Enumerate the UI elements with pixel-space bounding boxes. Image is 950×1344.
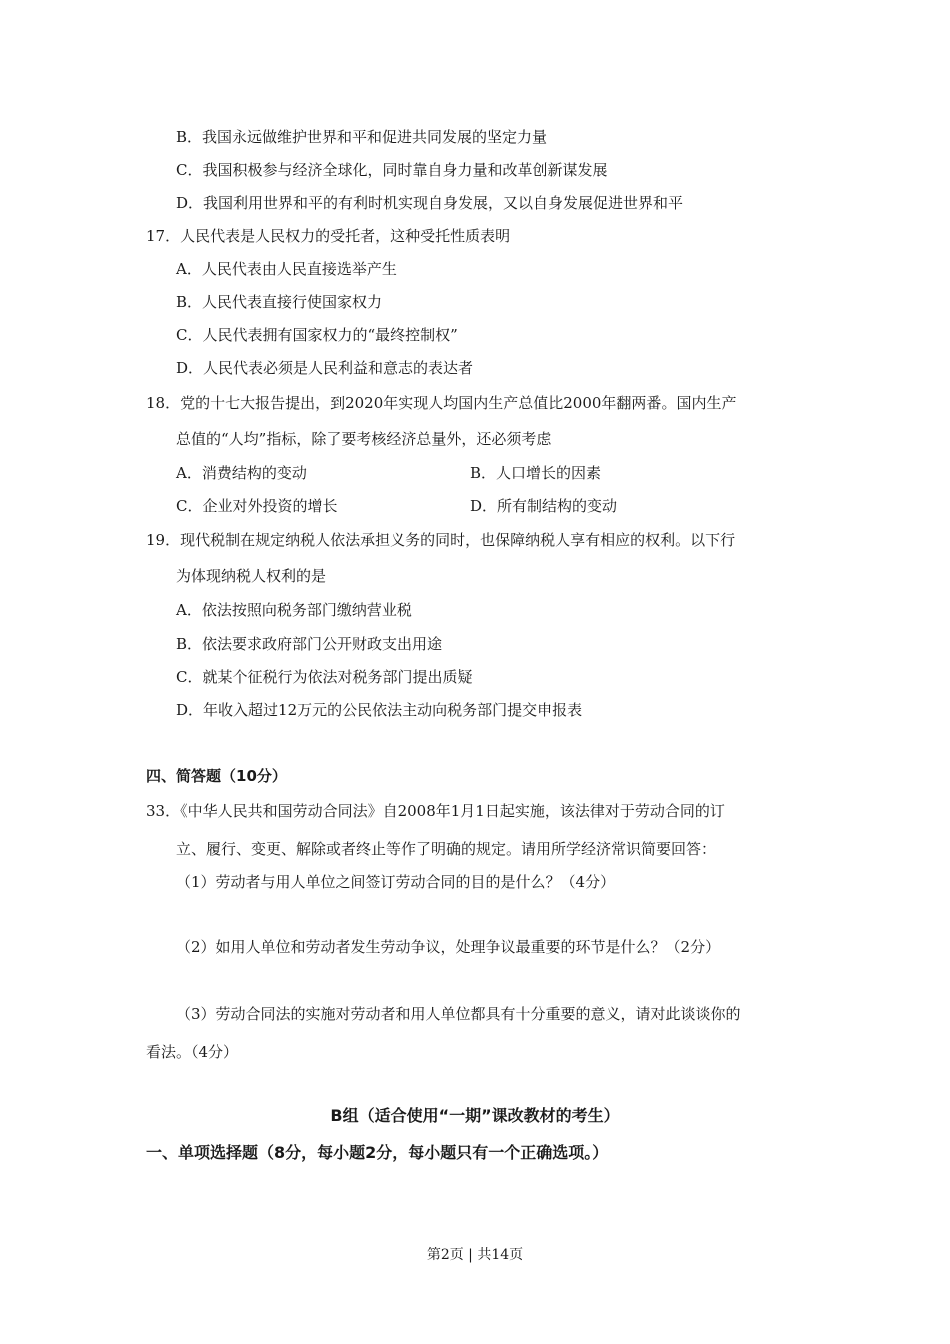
q19-stem-continued: 为体现纳税人权利的是 <box>176 567 327 585</box>
q33-subquestion-2: （2）如用人单位和劳动者发生劳动争议，处理争议最重要的环节是什么？（2分） <box>176 938 721 956</box>
q17-option-a: A．人民代表由人民直接选举产生 <box>176 260 397 278</box>
q18-option-d: D．所有制结构的变动 <box>470 497 618 515</box>
q17-option-b: B．人民代表直接行使国家权力 <box>176 293 383 311</box>
q17-stem: 17．人民代表是人民权力的受托者，这种受托性质表明 <box>146 227 511 245</box>
page-footer: 第2页 | 共14页 <box>426 1247 524 1263</box>
q33-stem: 33．《中华人民共和国劳动合同法》自2008年1月1日起实施，该法律对于劳动合同的订 <box>146 802 725 820</box>
q16-option-b: B．我国永远做维护世界和平和促进共同发展的坚定力量 <box>176 128 548 146</box>
q19-option-c: C．就某个征税行为依法对税务部门提出质疑 <box>176 668 473 686</box>
q17-option-c: C．人民代表拥有国家权力的“最终控制权” <box>176 326 458 344</box>
q18-stem-continued: 总值的“人均”指标，除了要考核经济总量外，还必须考虑 <box>176 430 552 448</box>
q17-option-d: D．人民代表必须是人民利益和意志的表达者 <box>176 359 474 377</box>
q19-option-b: B．依法要求政府部门公开财政支出用途 <box>176 635 443 653</box>
q33-subquestion-3: （3）劳动合同法的实施对劳动者和用人单位都具有十分重要的意义，请对此谈谈你的 <box>176 1005 741 1023</box>
q18-option-b: B．人口增长的因素 <box>470 464 602 482</box>
q18-option-a: A．消费结构的变动 <box>176 464 307 482</box>
group-b-title: B组（适合使用“一期”课改教材的考生） <box>330 1106 620 1125</box>
q33-stem-continued: 立、履行、变更、解除或者终止等作了明确的规定。请用所学经济常识简要回答： <box>176 840 717 858</box>
q16-option-c: C．我国积极参与经济全球化，同时靠自身力量和改革创新谋发展 <box>176 161 608 179</box>
q19-option-d: D．年收入超过12万元的公民依法主动向税务部门提交申报表 <box>176 701 583 719</box>
q33-subquestion-1: （1）劳动者与用人单位之间签订劳动合同的目的是什么？（4分） <box>176 873 616 891</box>
section-4-heading: 四、简答题（10分） <box>146 767 287 785</box>
group-b-section-1-heading: 一、单项选择题（8分，每小题2分，每小题只有一个正确选项。） <box>146 1143 609 1162</box>
q33-subquestion-3-continued: 看法。（4分） <box>146 1043 239 1061</box>
q19-option-a: A．依法按照向税务部门缴纳营业税 <box>176 601 412 619</box>
q16-option-d: D．我国利用世界和平的有利时机实现自身发展，又以自身发展促进世界和平 <box>176 194 684 212</box>
q19-stem: 19．现代税制在规定纳税人依法承担义务的同时，也保障纳税人享有相应的权利。以下行 <box>146 531 736 549</box>
q18-stem: 18．党的十七大报告提出，到2020年实现人均国内生产总值比2000年翻两番。国内生产 <box>146 394 737 412</box>
q18-option-c: C．企业对外投资的增长 <box>176 497 338 515</box>
